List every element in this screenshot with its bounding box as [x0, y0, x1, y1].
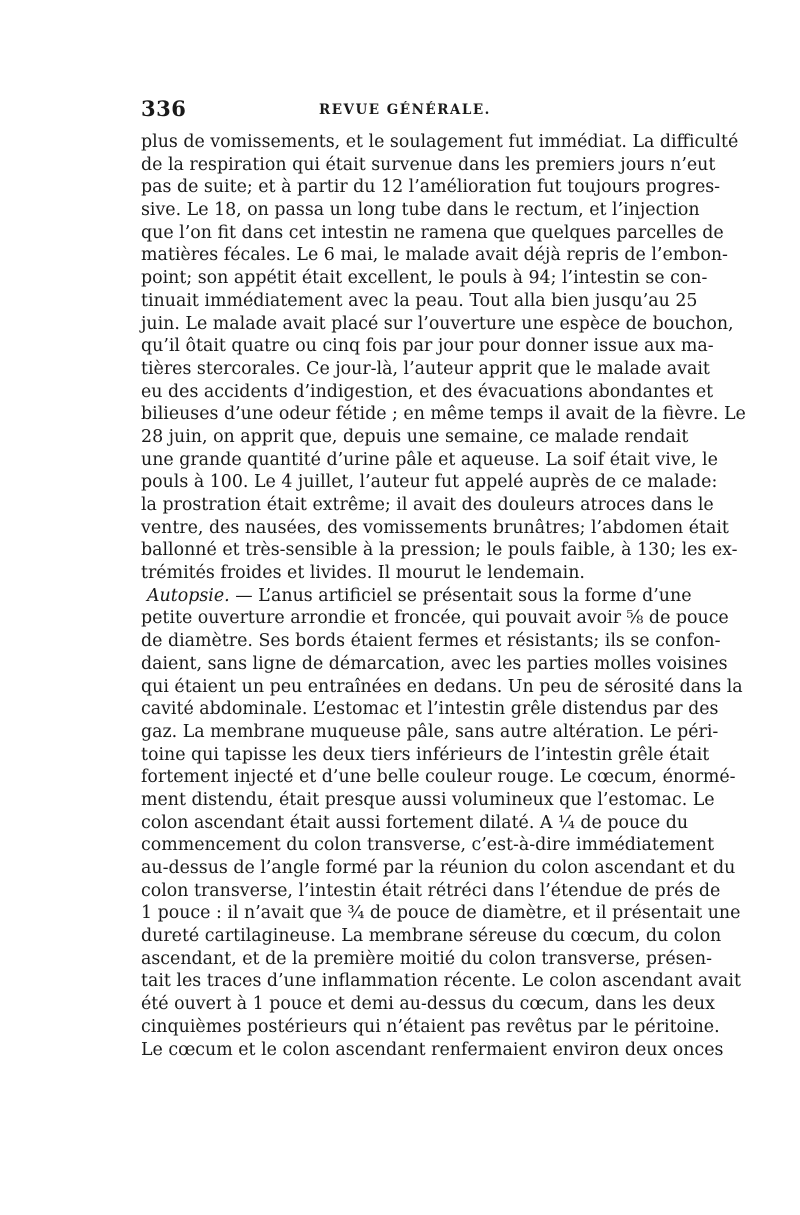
text-line: que l’on fit dans cet intestin ne ramena que quelques parcelles de	[141, 222, 724, 243]
text-line: une grande quantité d’urine pâle et aqueuse. La soif était vive, le	[141, 449, 718, 470]
autopsy-heading: Autopsie.	[147, 585, 230, 606]
text-line: ment distendu, était presque aussi volumineux que l’estomac. Le	[141, 789, 715, 810]
running-title: REVUE GÉNÉRALE.	[319, 102, 491, 118]
text-line: qu’il ôtait quatre ou cinq fois par jour pour donner issue aux ma-	[141, 336, 714, 357]
text-line: cinquièmes postérieurs qui n’étaient pas revêtus par le péritoine.	[141, 1016, 720, 1037]
text-line: cavité abdominale. L’estomac et l’intestin grêle distendus par des	[141, 699, 719, 720]
text-line: plus de vomissements, et le soulagement fut immédiat. La difficulté	[141, 132, 739, 152]
text-line: eu des accidents d’indigestion, et des évacuations abondantes et	[141, 381, 714, 402]
page-number: 336	[141, 96, 187, 121]
text-line: toine qui tapisse les deux tiers inférieurs de l’intestin grêle était	[141, 744, 710, 765]
text-line: 1 pouce : il n’avait que ¾ de pouce de diamètre, et il présentait une	[141, 903, 741, 924]
text-line: ballonné et très-sensible à la pression; le pouls faible, à 130; les ex-	[141, 540, 738, 561]
text-line: point; son appétit était excellent, le pouls à 94; l’intestin se con-	[141, 268, 708, 289]
paragraph-autopsy	[141, 585, 743, 1061]
text-line: pouls à 100. Le 4 juillet, l’auteur fut appelé auprès de ce malade:	[141, 472, 718, 493]
text-line: matières fécales. Le 6 mai, le malade avait déjà repris de l’embon-	[141, 245, 728, 266]
text-line: juin. Le malade avait placé sur l’ouverture une espèce de bouchon,	[141, 313, 734, 334]
text-line: colon ascendant était aussi fortement dilaté. A ¼ de pouce du	[141, 812, 689, 833]
text-line: colon transverse, l’intestin était rétréci dans l’étendue de prés de	[141, 880, 721, 901]
text-line: au-dessus de l’angle formé par la réunion du colon ascendant et du	[141, 858, 736, 878]
text-line: pas de suite; et à partir du 12 l’amélioration fut toujours progres-	[141, 177, 721, 198]
text-line: fortement injecté et d’une belle couleur rouge. Le cœcum, énormé-	[141, 767, 736, 788]
text-line: commencement du colon transverse, c’est-à-dire immédiatement	[141, 835, 715, 856]
page-header	[141, 96, 661, 126]
text-line: de la respiration qui était survenue dans les premiers jours n’eut	[141, 154, 716, 175]
text-line: tait les traces d’une inflammation récente. Le colon ascendant avait	[141, 971, 741, 992]
text-line: trémités froides et livides. Il mourut le lendemain.	[141, 563, 585, 584]
text-line	[141, 585, 692, 608]
text-line: petite ouverture arrondie et froncée, qui pouvait avoir ⅝ de pouce	[141, 608, 729, 629]
text-line: daient, sans ligne de démarcation, avec les parties molles voisines	[141, 653, 728, 674]
text-line: dureté cartilagineuse. La membrane séreuse du cœcum, du colon	[141, 926, 722, 947]
paragraph-case-history	[141, 131, 746, 585]
text-line: Le cœcum et le colon ascendant renfermaient environ deux onces	[141, 1039, 724, 1060]
text-line: qui étaient un peu entraînées en dedans. Un peu de sérosité dans la	[141, 676, 743, 697]
text-line-content: — L’anus artificiel se présentait sous la forme d’une	[235, 585, 692, 606]
text-line: tinuait immédiatement avec la peau. Tout alla bien jusqu’au 25	[141, 290, 698, 311]
body-text	[141, 131, 746, 1061]
text-line: tières stercorales. Ce jour-là, l’auteur apprit que le malade avait	[141, 358, 710, 379]
text-line: bilieuses d’une odeur fétide ; en même temps il avait de la fièvre. Le	[141, 404, 746, 425]
text-line: ventre, des nausées, des vomissements brunâtres; l’abdomen était	[141, 517, 729, 538]
text-line: ascendant, et de la première moitié du colon transverse, présen-	[141, 948, 712, 969]
text-line: sive. Le 18, on passa un long tube dans le rectum, et l’injection	[141, 200, 700, 221]
text-line: la prostration était extrême; il avait des douleurs atroces dans le	[141, 495, 714, 515]
text-line: été ouvert à 1 pouce et demi au-dessus du cœcum, dans les deux	[141, 994, 715, 1015]
text-line: gaz. La membrane muqueuse pâle, sans autre altération. Le péri-	[141, 721, 719, 742]
text-line: de diamètre. Ses bords étaient fermes et résistants; ils se confon-	[141, 631, 721, 652]
text-line: 28 juin, on apprit que, depuis une semaine, ce malade rendait	[141, 426, 689, 447]
